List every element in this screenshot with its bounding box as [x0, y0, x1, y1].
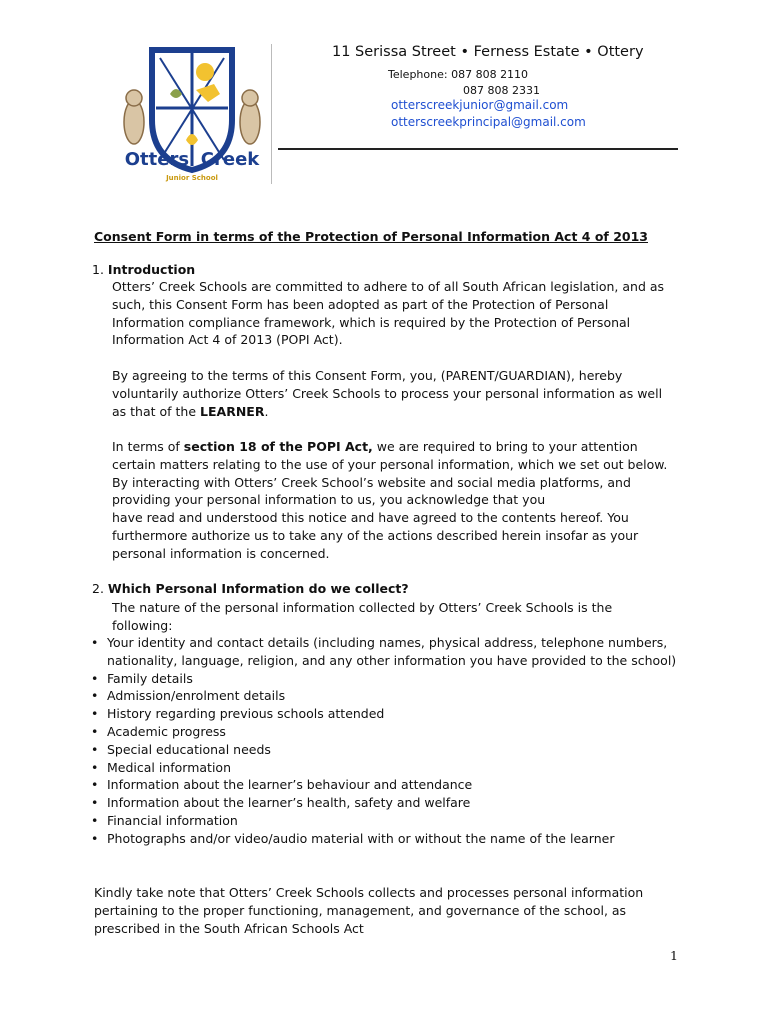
intro-paragraph-2 — [112, 367, 667, 420]
header-vertical-divider — [271, 44, 272, 184]
email-principal-link[interactable]: otterscreekprincipal@gmail.com — [391, 115, 586, 129]
list-item: • History regarding previous schools attended — [90, 705, 690, 723]
logo-subtitle: Junior School — [166, 174, 218, 182]
section-1-number: 1. — [92, 262, 104, 277]
intro-paragraph-3 — [112, 438, 674, 563]
section-2-heading — [92, 581, 409, 596]
section-2-title: Which Personal Information do we collect? — [107, 581, 409, 596]
telephone-block — [388, 67, 540, 99]
learner-emphasis: LEARNER — [200, 403, 265, 419]
personal-info-list — [90, 634, 690, 848]
list-item: • Family details — [90, 670, 690, 688]
para2-end: . — [264, 403, 269, 419]
list-item: • Academic progress — [90, 723, 690, 741]
intro-paragraph-1: Otters’ Creek Schools are committed to adhere to of all South African legislation, and as such, this Consent Form has been adopted as part of the Protection of Personal Information compliance framework, which is required by the Protection of Personal Information Act 4 of 2013 (POPI Act). — [112, 279, 665, 348]
list-item: • Medical information — [90, 759, 690, 777]
logo-name: Otters' Creek — [124, 149, 260, 170]
list-item: • Financial information — [90, 812, 690, 830]
phone-number-1: 087 808 2110 — [451, 68, 529, 81]
para3-body: we are required to bring to your attention certain matters relating to the use of your personal information, which we set out below. By interacting with Otters’ Creek School’s website and social media platforms, and providing your personal information to us, you acknowledge that you — [112, 439, 668, 508]
list-item: • Your identity and contact details (including names, physical address, telephone numbers, nationality, language, religion, and any other information you have provided to the school) — [90, 634, 690, 670]
school-crest-icon — [112, 42, 272, 192]
page-number: 1 — [670, 948, 678, 963]
section-2-intro: The nature of the personal information collected by Otters’ Creek Schools is the following: — [112, 600, 613, 633]
school-logo — [112, 42, 272, 192]
phone-number-2: 087 808 2331 — [463, 84, 540, 97]
list-item: • Information about the learner’s behaviour and attendance — [90, 776, 690, 794]
section-1-heading — [92, 262, 195, 277]
para3-tail: have read and understood this notice and have agreed to the contents hereof. You furthermore authorize us to take any of the actions described herein insofar as your personal information is concerned. — [112, 510, 639, 561]
header-rule — [278, 148, 678, 150]
list-item: • Special educational needs — [90, 741, 690, 759]
para2-text: By agreeing to the terms of this Consent Form, you, (PARENT/GUARDIAN), hereby voluntarily authorize Otters’ Creek Schools to process your personal information as well as that of the — [112, 368, 663, 419]
section-1-title: Introduction — [107, 262, 196, 277]
email-junior-link[interactable]: otterscreekjunior@gmail.com — [391, 98, 569, 112]
list-item: • Admission/enrolment details — [90, 687, 690, 705]
closing-paragraph: Kindly take note that Otters’ Creek Schools collects and processes personal information pertaining to the proper functioning, management, and governance of the school, as prescribed in the South African Schools Act — [94, 885, 644, 936]
school-address: 11 Serissa Street • Ferness Estate • Ottery — [332, 44, 644, 60]
section-2-number: 2. — [92, 581, 104, 596]
document-title: Consent Form in terms of the Protection of Personal Information Act 4 of 2013 — [94, 229, 648, 244]
list-item: • Information about the learner’s health, safety and welfare — [90, 794, 690, 812]
list-item: • Photographs and/or video/audio material with or without the name of the learner — [90, 830, 690, 848]
telephone-label: Telephone: — [388, 68, 448, 81]
popi-section-emphasis: section 18 of the POPI Act, — [183, 439, 373, 454]
para3-lead: In terms of — [112, 439, 184, 454]
